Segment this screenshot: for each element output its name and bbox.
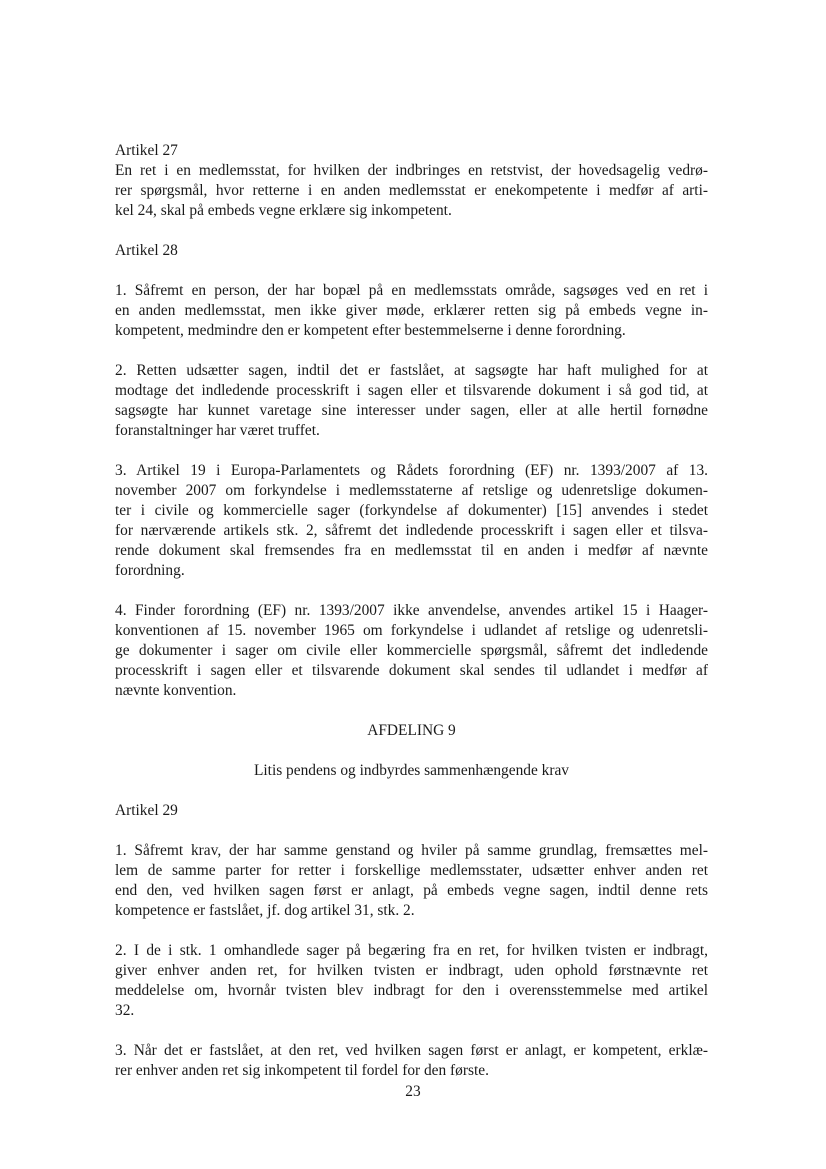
paragraph-line: nævnte konvention. — [115, 682, 237, 699]
paragraph-line: for nærværende artikels stk. 2, såfremt det indledende processkrift i sagen eller et tilsva- — [115, 522, 708, 539]
article-heading: Artikel 29 — [115, 802, 178, 819]
paragraph-line: 32. — [115, 1002, 135, 1019]
paragraph-line: kel 24, skal på embeds vegne erklære sig inkompetent. — [115, 202, 452, 219]
paragraph-line: 1. Såfremt krav, der har samme genstand og hviler på samme grundlag, fremsættes mel- — [115, 842, 708, 859]
paragraph-line: processkrift i sagen eller et tilsvarende dokument skal sendes til udlandet i medfør af — [115, 662, 708, 679]
paragraph-line: lem de samme parter for retter i forskellige medlemsstater, udsætter enhver anden ret — [115, 862, 708, 879]
page-number: 23 — [405, 1083, 421, 1100]
paragraph-line: rer enhver anden ret sig inkompetent til fordel for den første. — [115, 1062, 489, 1079]
paragraph-line: ter i civile og kommercielle sager (forkyndelse af dokumenter) [15] anvendes i stedet — [115, 502, 708, 519]
paragraph-line: 3. Når det er fastslået, at den ret, ved hvilken sagen først er anlagt, er kompetent, erklæ- — [115, 1042, 708, 1059]
paragraph-line: 4. Finder forordning (EF) nr. 1393/2007 ikke anvendelse, anvendes artikel 15 i Haager- — [115, 602, 708, 619]
paragraph-line: forordning. — [115, 562, 185, 579]
paragraph-line: 1. Såfremt en person, der har bopæl på en medlemsstats område, sagsøges ved en ret i — [115, 282, 708, 299]
paragraph-line: rer spørgsmål, hvor retterne i en anden medlemsstat er enekompetente i medfør af arti- — [115, 182, 708, 199]
paragraph-line: foranstaltninger har været truffet. — [115, 422, 320, 439]
paragraph-line: 3. Artikel 19 i Europa-Parlamentets og Rådets forordning (EF) nr. 1393/2007 af 13. — [115, 462, 708, 479]
paragraph-line: rende dokument skal fremsendes fra en medlemsstat til en anden i medfør af nævnte — [115, 542, 708, 559]
paragraph-line: En ret i en medlemsstat, for hvilken der indbringes en retstvist, der hovedsagelig vedrø- — [115, 162, 708, 179]
paragraph-line: kompetent, medmindre den er kompetent efter bestemmelserne i denne forordning. — [115, 322, 626, 339]
article-heading: Artikel 27 — [115, 142, 178, 159]
paragraph-line: en anden medlemsstat, men ikke giver møde, erklærer retten sig på embeds vegne in- — [115, 302, 708, 319]
paragraph-line: 2. I de i stk. 1 omhandlede sager på begæring fra en ret, for hvilken tvisten er indbragt, — [115, 942, 708, 959]
article-heading: Artikel 28 — [115, 242, 178, 259]
document-body — [115, 141, 708, 1081]
paragraph-line: kompetence er fastslået, jf. dog artikel 31, stk. 2. — [115, 902, 415, 919]
paragraph-line: 2. Retten udsætter sagen, indtil det er fastslået, at sagsøgte har haft mulighed for at — [115, 362, 708, 379]
paragraph-line: meddelelse om, hvornår tvisten blev indbragt for den i overensstemmelse med artikel — [115, 982, 708, 999]
paragraph-line: giver enhver anden ret, for hvilken tvisten er indbragt, uden ophold førstnævnte ret — [115, 962, 708, 979]
paragraph-line: sagsøgte har kunnet varetage sine interesser under sagen, eller at alle hertil fornødne — [115, 402, 708, 419]
paragraph-line: ge dokumenter i sager om civile eller kommercielle spørgsmål, såfremt det indledende — [115, 642, 708, 659]
paragraph-line: end den, ved hvilken sagen først er anlagt, på embeds vegne sagen, indtil denne rets — [115, 882, 708, 899]
paragraph-line: konventionen af 15. november 1965 om forkyndelse i udlandet af retslige og udenretsli- — [115, 622, 708, 639]
section-subtitle: Litis pendens og indbyrdes sammenhængende krav — [253, 762, 570, 779]
paragraph-line: modtage det indledende processkrift i sagen eller et tilsvarende dokument i så god tid, at — [115, 382, 708, 399]
section-heading: AFDELING 9 — [367, 722, 456, 739]
paragraph-line: november 2007 om forkyndelse i medlemsstaterne af retslige og udenretslige dokumen- — [115, 482, 708, 499]
